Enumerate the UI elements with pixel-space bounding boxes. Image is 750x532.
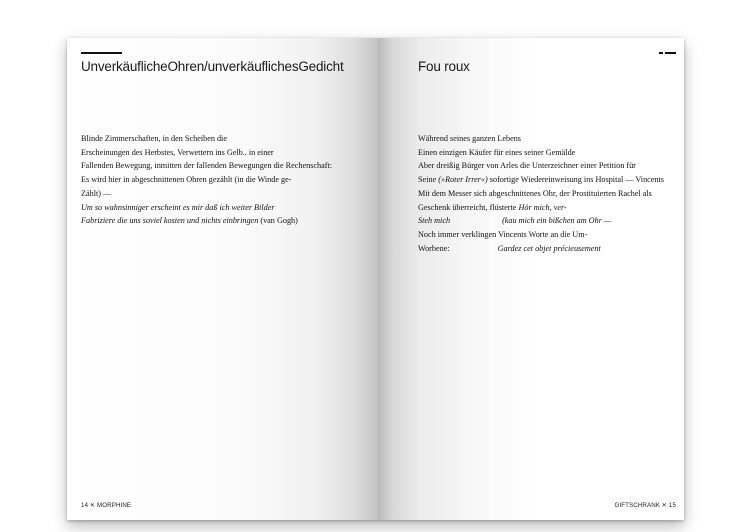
header-rule	[659, 52, 676, 54]
poem-segment: Geschenk überreicht, flüsterte	[418, 202, 519, 212]
poem-line	[418, 173, 668, 187]
poem-italic-segment: Fabriziere die uns soviel kosten und nichts einbringen	[81, 216, 259, 226]
left-page-poem	[81, 132, 351, 228]
open-book	[67, 38, 684, 520]
poem-line	[81, 214, 351, 228]
poem-line-italic	[418, 214, 668, 228]
poem-line: Während seines ganzen Lebens	[418, 134, 521, 143]
right-page-title: Fou roux	[418, 59, 470, 74]
poem-line: Aber dreißig Bürger von Arles die Unterzeichner einer Petition für	[418, 161, 636, 171]
poem-italic-segment: Gardez cet objet précieusement	[497, 243, 601, 253]
right-page	[378, 38, 684, 520]
poem-line: Einen einzigen Käufer für eines seiner Gemälde	[418, 147, 576, 157]
poem-line	[418, 201, 668, 215]
poem-line: Zählt) —	[81, 188, 112, 198]
poem-line-italic: Um so wahnsinniger erscheint es mir daß ich weiter Bilder	[81, 202, 275, 212]
poem-line: Es wird hier in abgeschnittenen Ohren gezählt (in die Winde ge-	[81, 175, 292, 185]
right-page-folio: GIFTSCHRANK ✕ 15	[614, 502, 676, 509]
left-page-folio: 14 ✕ MORPHINE	[81, 502, 132, 509]
right-page-poem	[418, 132, 668, 255]
poem-segment: Worbene:	[418, 243, 450, 253]
poem-line: Mit dem Messer sich abgeschnittenes Ohr, der Prostituierten Rachel als	[418, 188, 652, 198]
poem-line: Noch immer verklingen Vincents Worte an die Um-	[418, 229, 588, 239]
poem-italic-segment: Hör mich, ver-	[518, 202, 567, 212]
poem-italic-segment: (»Roter Irrer«)	[438, 175, 488, 185]
poem-segment: Seine	[418, 175, 439, 185]
poem-attribution: (van Gogh)	[258, 216, 298, 226]
poem-line: Erscheinungen des Herbstes, Verwettern ins Gelb.. in einer	[81, 147, 274, 157]
poem-line	[418, 242, 668, 256]
poem-line: Blinde Zimmerschaften, in den Scheiben die	[81, 134, 227, 143]
left-page	[67, 38, 378, 520]
left-page-title: UnverkäuflicheOhren/unverkäuflichesGedicht	[81, 59, 344, 74]
poem-italic-segment: Steh mich	[418, 216, 451, 226]
poem-italic-segment: (kau mich ein bißchen am Ohr —	[502, 216, 612, 226]
poem-segment: sofortige Wiedereinweisung ins Hospital — Vincents	[487, 175, 664, 185]
header-rule	[81, 52, 122, 54]
poem-line: Fallenden Bewegung, inmitten der fallenden Bewegungen die Rechenschaft:	[81, 161, 333, 171]
